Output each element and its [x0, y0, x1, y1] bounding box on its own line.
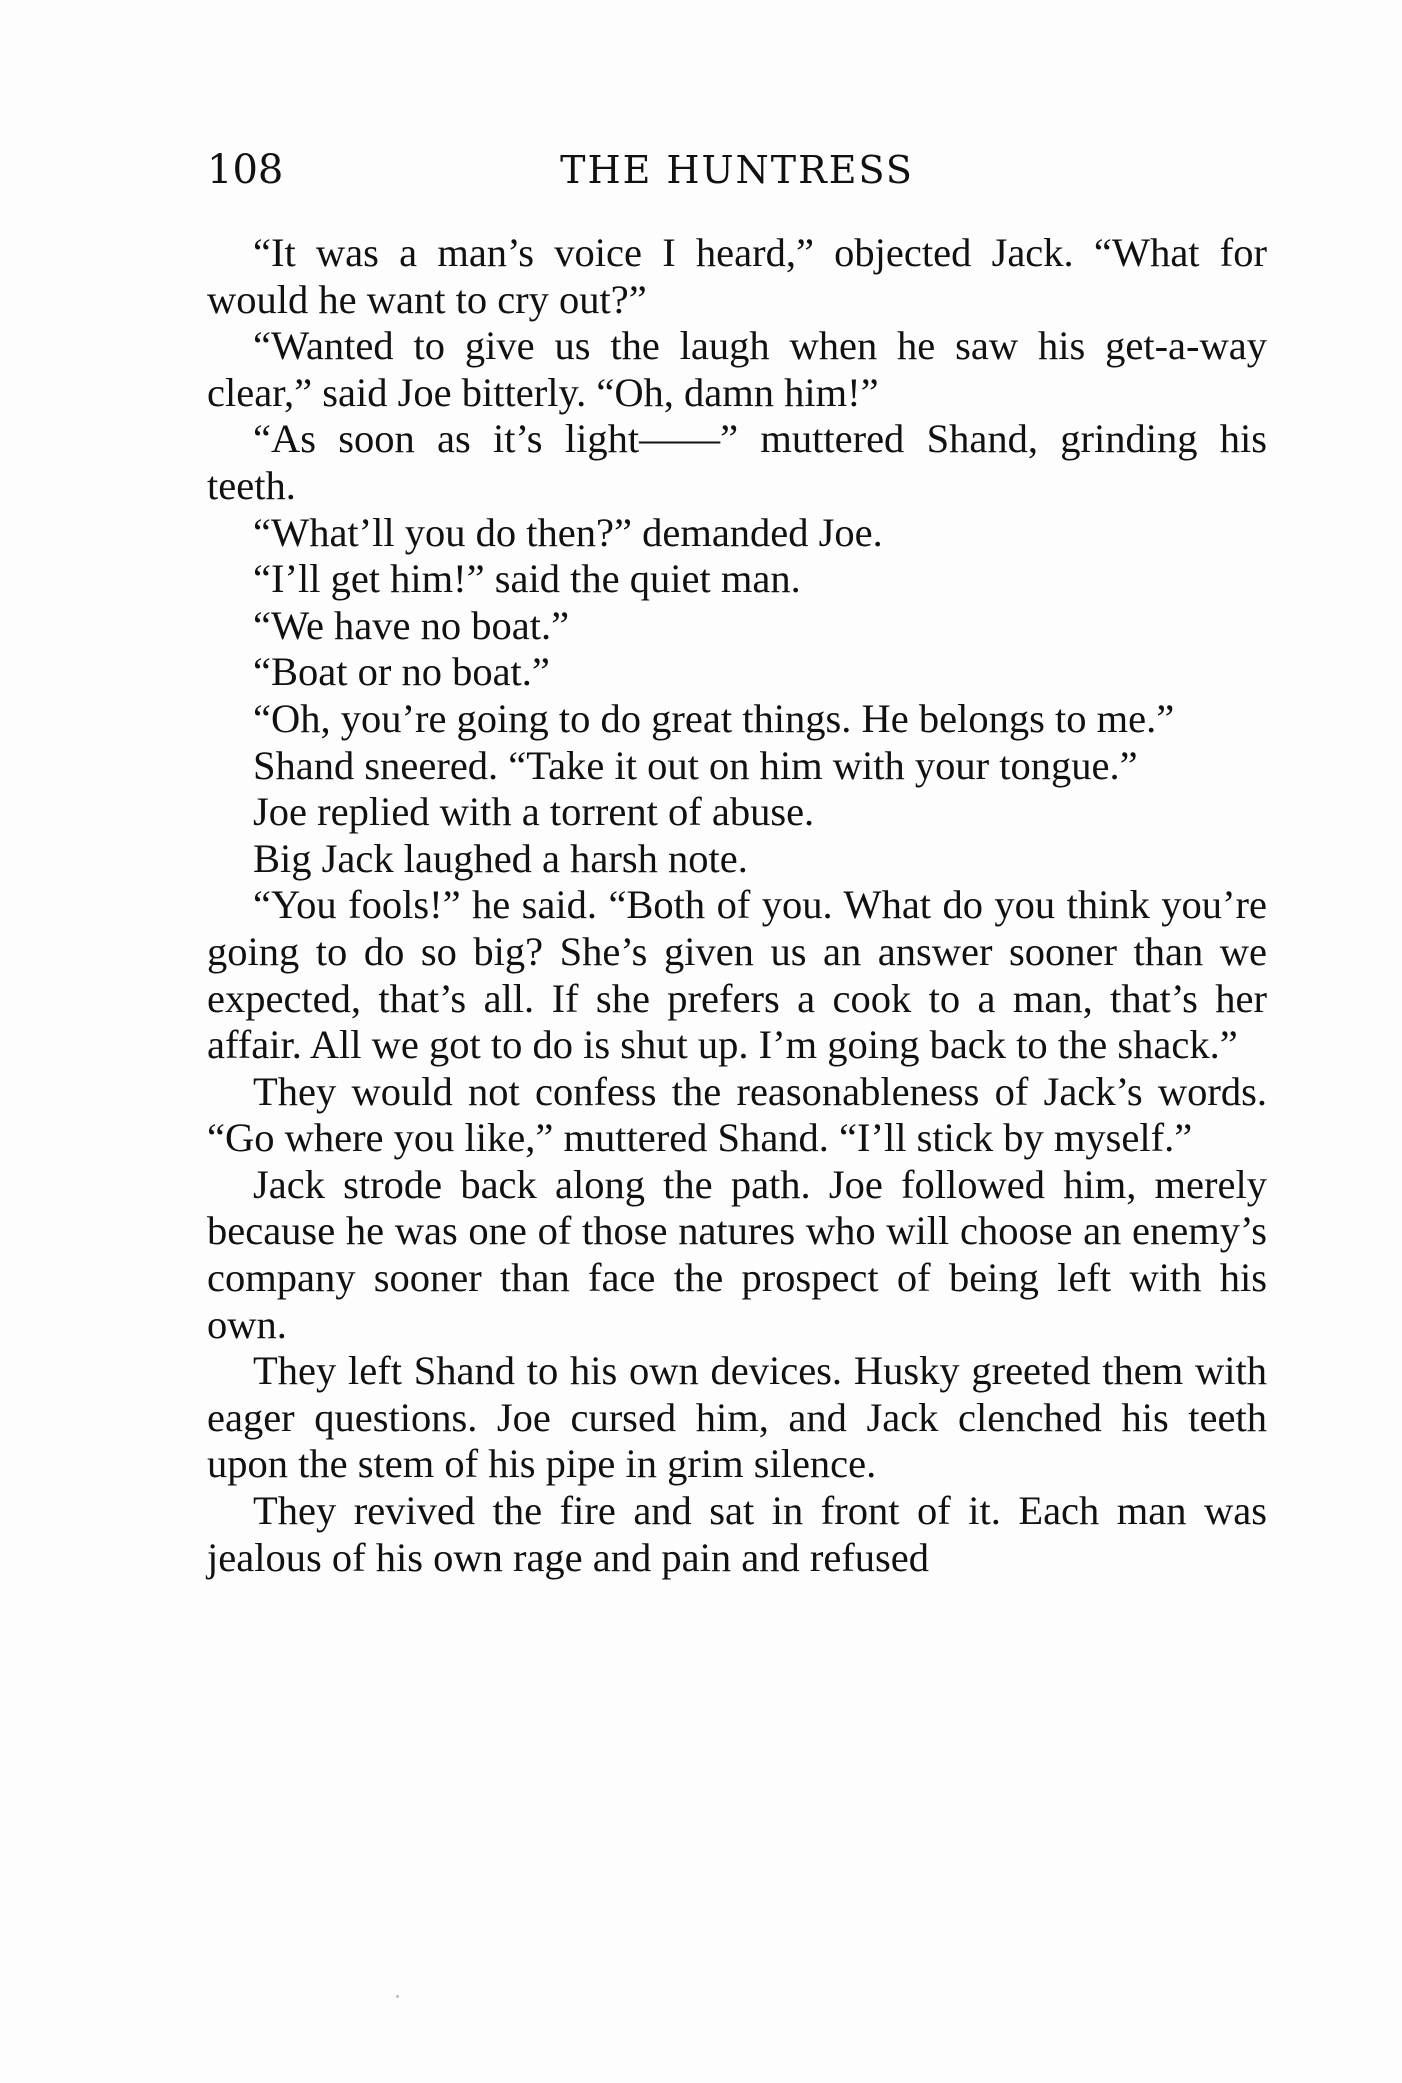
paragraph: “You fools!” he said. “Both of you. What do you think you’re going to do so big? She’s given us an answer sooner than we expected, that’s all. If she prefers a cook to a man, that’s her affair. All we got to do is shut up. I’m going back to the shack.”	[207, 882, 1267, 1068]
paragraph: Joe replied with a torrent of abuse.	[253, 789, 815, 835]
book-title: THE HUNTRESS	[560, 148, 914, 192]
paragraph: “I’ll get him!” said the quiet man.	[253, 556, 801, 602]
paragraph: “Oh, you’re going to do great things. He belongs to me.”	[253, 695, 1175, 741]
page-speck	[396, 1995, 399, 1998]
paragraph: They would not confess the reasonableness of Jack’s words. “Go where you like,” muttered Shand. “I’ll stick by myself.”	[207, 1068, 1267, 1161]
paragraph: “As soon as it’s light——” muttered Shand, grinding his teeth.	[207, 416, 1267, 508]
paragraph: Jack strode back along the path. Joe followed him, merely because he was one of those natures who will choose an enemy’s company sooner than face the prospect of being left with his own.	[207, 1161, 1267, 1347]
paragraph: “What’ll you do then?” demanded Joe.	[253, 509, 883, 555]
paragraph: “We have no boat.”	[253, 602, 570, 648]
paragraph: They revived the fire and sat in front of it. Each man was jealous of his own rage and pain and refused	[207, 1488, 1267, 1580]
paragraph: “It was a man’s voice I heard,” objected Jack. “What for would he want to cry out?”	[207, 230, 1267, 322]
paragraph: “Boat or no boat.”	[253, 649, 550, 695]
paragraph: Big Jack laughed a harsh note.	[253, 835, 748, 881]
paragraph: “Wanted to give us the laugh when he saw his get-a-way clear,” said Joe bitterly. “Oh, damn him!”	[207, 323, 1267, 415]
running-head	[207, 140, 1267, 200]
paragraph: They left Shand to his own devices. Husky greeted them with eager questions. Joe cursed him, and Jack clenched his teeth upon the stem of his pipe in grim silence.	[207, 1348, 1267, 1487]
body-text	[207, 230, 1267, 1581]
page-number: 108	[207, 147, 284, 193]
paragraph: Shand sneered. “Take it out on him with your tongue.”	[253, 742, 1138, 788]
